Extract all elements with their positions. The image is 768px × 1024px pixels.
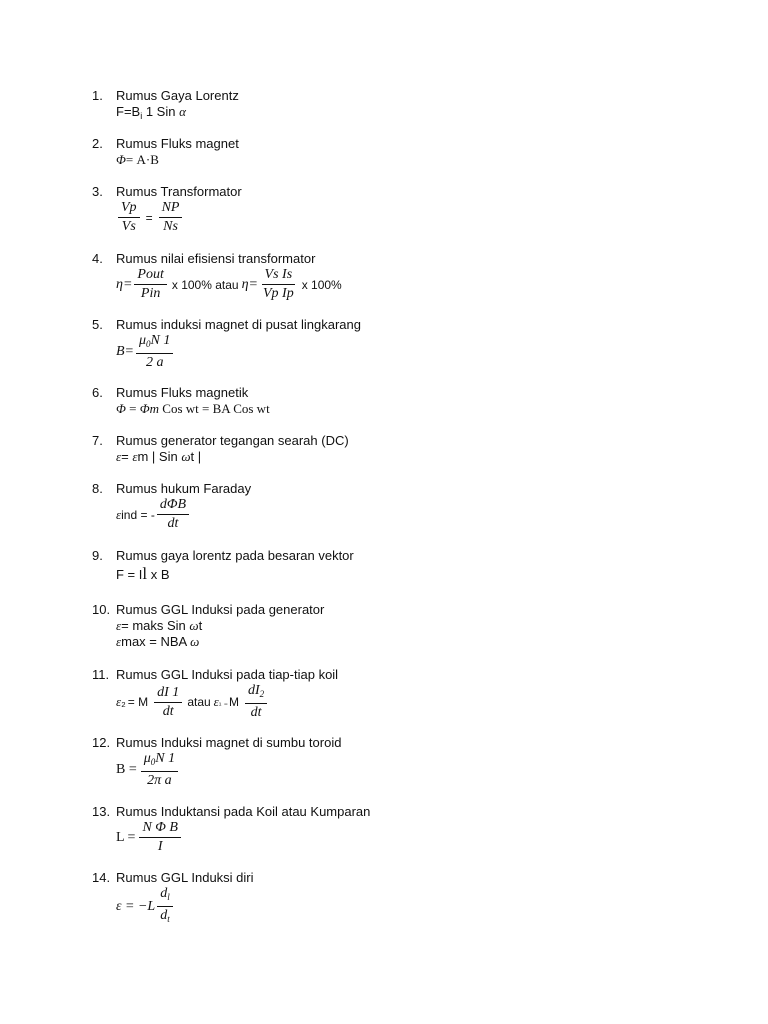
item-number: 4. bbox=[92, 251, 103, 266]
item-label: Rumus GGL Induksi pada tiap-tiap koil bbox=[116, 667, 339, 682]
item-label: Rumus nilai efisiensi transformator bbox=[116, 251, 316, 266]
item-label: Rumus hukum Faraday bbox=[116, 481, 252, 496]
item-number: 13. bbox=[92, 804, 111, 819]
item-label: Rumus Fluks magnet bbox=[116, 136, 239, 151]
item-number: 5. bbox=[92, 317, 103, 332]
formula-efisiensi: η= $\frac{\text{Pout}}{\text{Pin}}$ x 100% atau η= $\frac{\text{Vs Is}}{\text{Vp Ip}}$ x 100% bbox=[116, 267, 342, 301]
formula-faraday: ε ind = - $\frac{\text{dΦB}}{dt}$ bbox=[116, 497, 716, 532]
item-label: Rumus GGL Induksi pada generator bbox=[116, 602, 325, 617]
item-number: 2. bbox=[92, 136, 103, 151]
item-number: 8. bbox=[92, 481, 103, 496]
item-number: 6. bbox=[92, 385, 103, 400]
formula-fluks-magnetik: Φ = Φm Cos wt = BA Cos wt bbox=[116, 401, 270, 416]
item-number: 14. bbox=[92, 870, 111, 885]
item-label: Rumus Transformator bbox=[116, 184, 242, 199]
formula-ggl-generator-2: εmax = NBA ω bbox=[116, 634, 200, 649]
item-label: Rumus Induksi magnet di sumbu toroid bbox=[116, 735, 342, 750]
item-number: 1. bbox=[92, 88, 103, 103]
item-label: Rumus gaya lorentz pada besaran vektor bbox=[116, 548, 354, 563]
item-number: 12. bbox=[92, 735, 111, 750]
formula-fluks: Φ= A·B bbox=[116, 152, 159, 167]
item-number: 3. bbox=[92, 184, 103, 199]
item-number: 11. bbox=[92, 667, 110, 682]
formula-toroid: B = $\frac{\mu_0N 1}{\text{2π a}}$ bbox=[116, 751, 716, 789]
item-label: Rumus Gaya Lorentz bbox=[116, 88, 239, 103]
formula-induksi-lingkaran: B= $\frac{\mu_0N 1}{2 a}$ bbox=[116, 333, 716, 371]
item-label: Rumus induksi magnet di pusat lingkarang bbox=[116, 317, 361, 332]
formula-lorentz: $F=B_i$ 1 Sin α bbox=[116, 104, 186, 121]
formula-ggl-generator-1: ε= maks Sin ωt bbox=[116, 618, 203, 633]
item-label: Rumus Induktansi pada Koil atau Kumparan bbox=[116, 804, 371, 819]
formula-ggl-koil: ε ₂ = M $\frac{dI 1}{dt}$ atau ε ₁ ₌ M $\frac{dI_2}{dt}$ bbox=[116, 683, 716, 721]
formula-generator-dc: ε= εm | Sin ωt | bbox=[116, 449, 202, 464]
item-label: Rumus generator tegangan searah (DC) bbox=[116, 433, 349, 448]
formula-lorentz-vektor: F = Il x B bbox=[116, 564, 170, 583]
item-label: Rumus Fluks magnetik bbox=[116, 385, 249, 400]
formula-ggl-diri: ε = −L $\frac{d_l}{d_t}$ bbox=[116, 886, 716, 927]
item-number: 10. bbox=[92, 602, 111, 617]
item-number: 9. bbox=[92, 548, 103, 563]
item-number: 7. bbox=[92, 433, 103, 448]
formula-transformator: $\frac{Vp}{Vs}$ = $\frac{NP}{Ns}$ bbox=[116, 200, 716, 235]
formula-induktansi: L = $\frac{\text{N Φ B}}{I}$ bbox=[116, 820, 716, 855]
item-label: Rumus GGL Induksi diri bbox=[116, 870, 254, 885]
